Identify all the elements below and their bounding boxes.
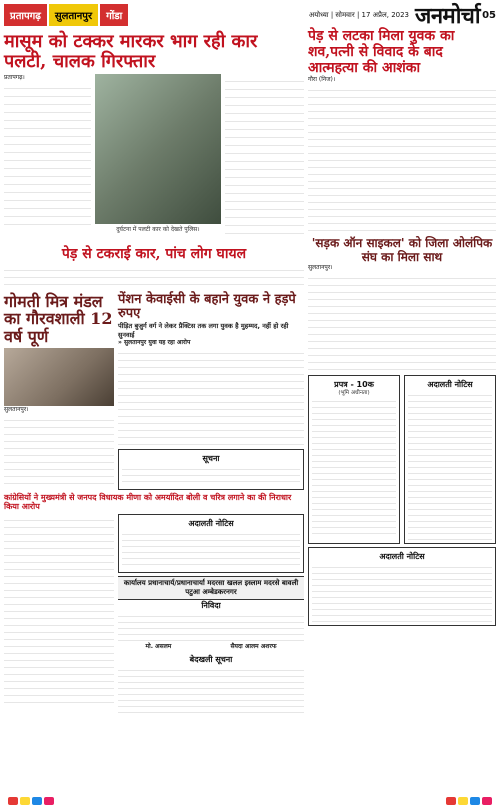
- court-notice: प्रपत्र - 10क (भूमि अधीनता): [308, 375, 400, 544]
- section-tabs: [4, 4, 130, 26]
- masthead: [4, 2, 496, 28]
- pension-block: [118, 293, 304, 490]
- left-column: [4, 28, 304, 715]
- swatch-icon: [458, 797, 468, 805]
- swatch-icon: [20, 797, 30, 805]
- right-lead-body: [308, 84, 496, 234]
- tender-heading: कार्यालय प्रधानाचार्य/प्रधानाचार्या मदरसा खलल इस्लाम मदरसे बावली पटुआ अम्बेडकरनगर: [118, 576, 304, 600]
- swatch-icon: [470, 797, 480, 805]
- dateline: अयोध्या | सोमवार | 17 अप्रैल, 2023: [308, 10, 410, 19]
- tab-pratapgarh[interactable]: प्रतापगढ़: [4, 4, 47, 26]
- lower-notices: अदालती नोटिस कार्यालय प्रधानाचार्य/प्रधानाचार्या मदरसा खलल इस्लाम मदरसे बावली पटुआ अम्बेडकरनगर निविदा मो. असलम सैयदा आलम अशरफ बेदखली सूचना: [4, 514, 304, 715]
- page-number: 05: [482, 9, 496, 21]
- right-notices: [308, 375, 496, 544]
- brand-logo: जनमोर्चा: [415, 3, 481, 29]
- advt-notice-1: अदालती नोटिस: [118, 514, 304, 573]
- lead-text: प्रतापगढ़।: [4, 74, 91, 244]
- swatch-icon: [482, 797, 492, 805]
- pension-byline: » सुलतानपुर युवा यह रहा आरोप: [118, 339, 191, 347]
- suchna-box: सूचना: [118, 449, 304, 490]
- brief-headline: पेड़ से टकराई कार, पांच लोग घायल: [61, 245, 247, 262]
- congress-headline: कांग्रेसियों ने मुख्यमंत्री से जनपद विधायक मीणा को अमर्यादित बोली व चरित्र लगाने का की निराधार किया आरोप: [4, 491, 292, 511]
- swatch-icon: [446, 797, 456, 805]
- gomti-photo: [4, 348, 114, 406]
- lead-photo-wrap: [95, 74, 221, 244]
- lead-body-lines: [4, 81, 91, 231]
- cycle-headline: 'सड़क ऑन साइकल' को जिला ओलंपिक संघ का मिला साथ: [311, 235, 493, 264]
- mid-block: [4, 293, 304, 490]
- color-registration-right: [446, 797, 492, 805]
- bedakhli-title: बेदखली सूचना: [189, 654, 233, 664]
- tab-gonda[interactable]: गोंडा: [100, 4, 128, 26]
- pension-headline: पेंशन केवाईसी के बहाने युवक ने हड़पे रुपए: [118, 291, 296, 321]
- color-registration-left: [8, 797, 54, 805]
- lead-block: [4, 74, 304, 244]
- lead-text-2: [225, 74, 304, 244]
- lead-headline: मासूम को टक्कर मारकर भाग रही कार पलटी, चालक गिरफ्तार: [4, 31, 258, 72]
- advt-notice-3: अदालती नोटिस: [308, 547, 496, 626]
- right-column: पेड़ से लटका मिला युवक का शव,पत्नी से विवाद के बाद आत्महत्या की आशंका गौरा (निज)। 'सड़क ऑन साइकल' को जिला ओलंपिक संघ का मिला साथ सुलतानपुर। प्रपत्र - 10क (भूमि अधीनता) अदालती नोटिस अदालती नोटिस: [308, 28, 496, 715]
- swatch-icon: [32, 797, 42, 805]
- brief-body: [4, 264, 304, 290]
- print-marks: [8, 797, 492, 805]
- lead-photo-caption: दुर्घटना में पलटी कार को देखते पुलिस।: [116, 225, 200, 233]
- pension-sub: पीड़ित बुजुर्ग वर्ग ने लेकर प्रैक्टिस तक लगा युवक है मुहम्मद, नहीं हो रही सुनवाई: [118, 322, 289, 340]
- gomti-block: गोमती मित्र मंडल का गौरवशाली 12 वर्ष पूर्ण सुलतानपुर।: [4, 293, 114, 490]
- accident-photo: [95, 74, 221, 224]
- tab-sultanpur[interactable]: सुलतानपुर: [49, 4, 98, 26]
- lower-text: [4, 514, 114, 704]
- tender-signatures: मो. असलम सैयदा आलम अशरफ: [145, 643, 277, 651]
- right-lead-headline: पेड़ से लटका मिला युवक का शव,पत्नी से विवाद के बाद आत्महत्या की आशंका: [308, 28, 455, 77]
- swatch-icon: [44, 797, 54, 805]
- advt-notice-2: अदालती नोटिस: [404, 375, 496, 544]
- swatch-icon: [8, 797, 18, 805]
- main-grid: [4, 28, 496, 715]
- gomti-headline: गोमती मित्र मंडल का गौरवशाली 12 वर्ष पूर्ण: [4, 291, 113, 346]
